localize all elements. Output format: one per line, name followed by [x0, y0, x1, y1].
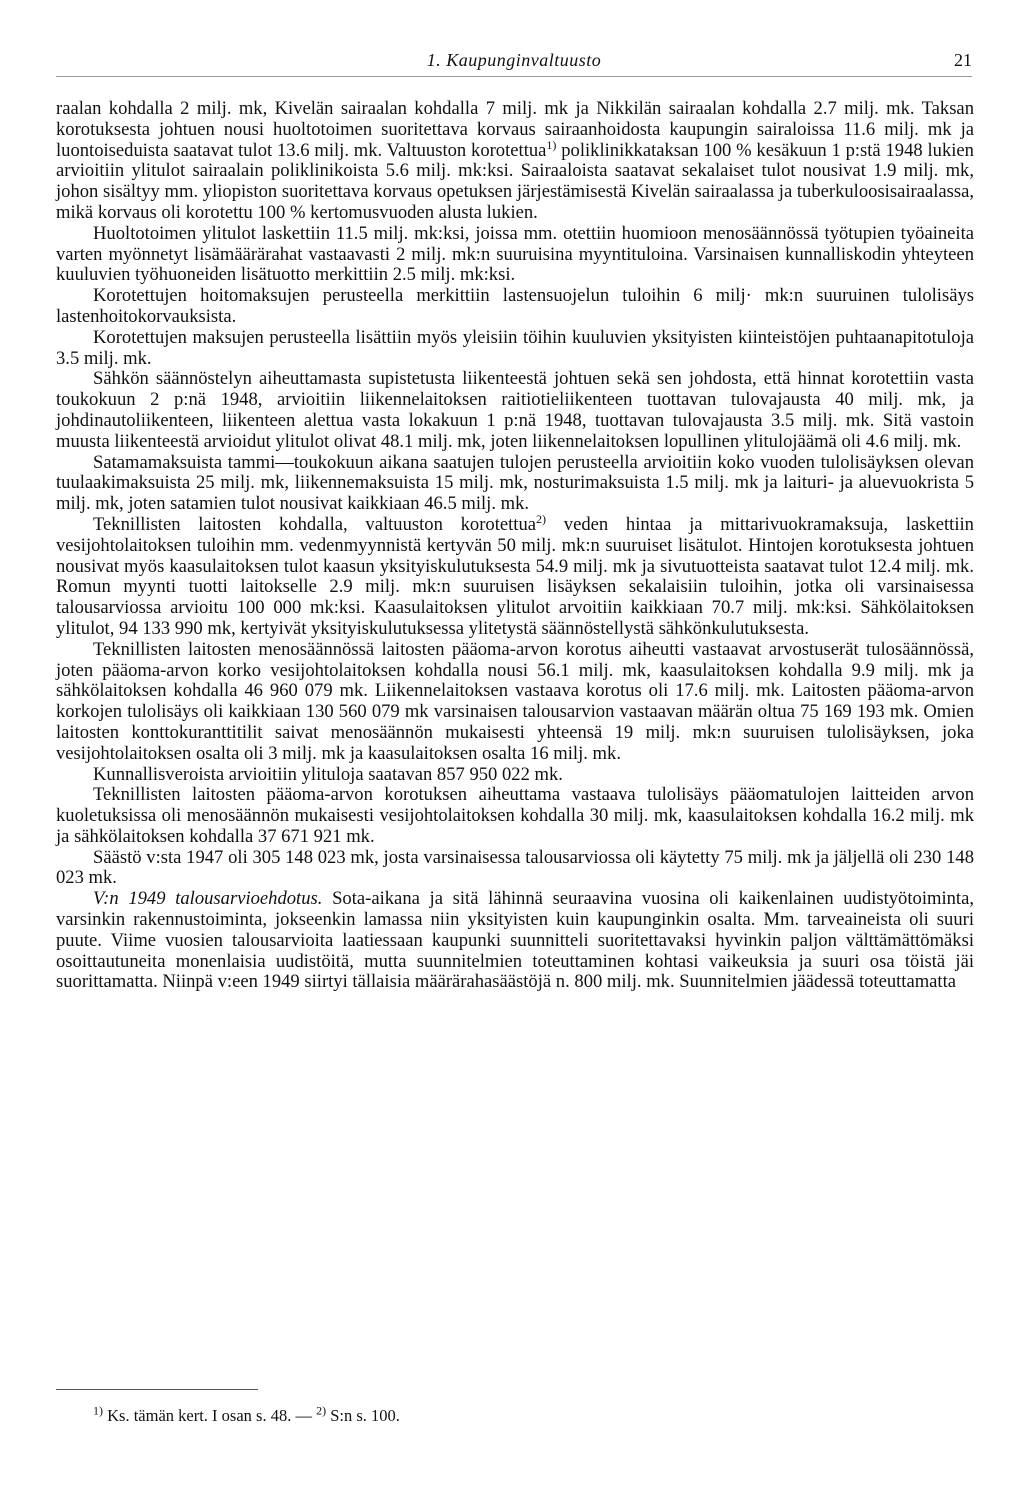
running-title: 1. Kaupunginvaltuusto [426, 50, 602, 70]
running-header [56, 46, 972, 77]
paragraph-budget-proposal: V:n 1949 talousarvioehdotus. Sota-aikana ja sitä lähinnä seuraavina vuosina oli kaikenlainen uudistyötoiminta, varsinkin rakennustoiminta, jokseenkin lamassa niin yksityisten kuin kaupunginkin osalta. Mm. tarveaineista oli suuri puute. Viime vuosien talousarvioita laatiessaan kaupunki suunnitteli suoritettavaksi hyvinkin paljon välttämättömäksi osoittautuneita monenlaisia uudistöitä, mutta suunnitelmien toteuttaminen kohtasi vaikeuksia ja suuri osa töistä jäi suorittamatta. Niinpä v:een 1949 siirtyi tällaisia määrärahasäästöjä n. 800 milj. mk. Suunnitelmien jäädessä toteuttamatta [56, 888, 974, 993]
paragraph-savings: Säästö v:sta 1947 oli 305 148 023 mk, josta varsinaisessa talousarviossa oli käytetty 75 milj. mk ja jäljellä oli 230 148 023 mk. [56, 846, 974, 889]
paragraph-public-works: Korotettujen maksujen perusteella lisättiin myös yleisiin töihin kuuluvien yksityisten kiinteistöjen puhtaanapitotuloja 3.5 milj. mk. [56, 326, 974, 369]
footnote-ref-2: 2) [536, 511, 547, 526]
paragraph-welfare: Huoltotoimen ylitulot laskettiin 11.5 milj. mk:ksi, joissa mm. otettiin huomioon menosäännössä työtupien työaineita varten myönnetyt lisämäärärahat vastaavasti 2 milj. mk:n suuruisina myyntituloina. Varsinaisen kunnalliskodin yhteyteen kuuluvien työhuoneiden lisätuotto merkittiin 2.5 milj. mk:ksi. [56, 222, 974, 286]
paragraph-transport: Sähkön säännöstelyn aiheuttamasta supistetusta liikenteestä johtuen sekä sen johdosta, että hinnat korotettiin vasta toukokuun 2 p:nä 1948, arvioitiin liikennelaitoksen raitiotieliikenteen tuottavan tulovajausta 40 milj. mk, ja johdinautoliikenteen, liikenteen alettua vasta lokakuun 1 p:nä 1948, tuottavan tulovajausta 3.5 milj. mk. Sitä vastoin muusta liikenteestä arvioidut ylitulot olivat 48.1 milj. mk, joten liikennelaitoksen lopullinen ylitulojäämä oli 4.6 milj. mk. [56, 368, 974, 452]
footnote-mark-1: 1) [93, 1403, 103, 1418]
paragraph-depreciation: Teknillisten laitosten pääoma-arvon korotuksen aiheuttama vastaava tulolisäys pääomatulojen laitteiden arvon kuoletuksissa oli menosäännön mukaisesti vesijohtolaitoksen kohdalla 30 milj. mk, kaasulaitoksen kohdalla 16.2 milj. mk ja sähkölaitoksen kohdalla 37 671 921 mk. [56, 784, 974, 847]
paragraph-capital-value: Teknillisten laitosten menosäännössä laitosten pääoma-arvon korotus aiheutti vastaavat arvostuserät tulosäännössä, joten pääoma-arvon korko vesijohtolaitoksen kohdalla nousi 56.1 milj. mk, kaasulaitoksen kohdalla 9.9 milj. mk ja sähkölaitoksen kohdalla 46 960 079 mk. Liikennelaitoksen vastaava korotus oli 17.6 milj. mk. Laitosten pääoma-arvon korkojen tulolisäys oli kaikkiaan 130 560 079 mk varsinaisen talousarvion vastaavan määrän oltua 75 169 193 mk. Omien laitosten konttokuranttitilit saivat menosäännön mukaisesti yhteensä 19 milj. mk:n suuruisen tulolisäyksen, joka vesijohtolaitoksen osalta oli 3 milj. mk ja kaasulaitoksen osalta 16 milj. mk. [56, 638, 974, 764]
paragraph-municipal-tax: Kunnallisveroista arvioitiin ylituloja saatavan 857 950 022 mk. [93, 763, 563, 785]
paragraph-hospitals: raalan kohdalla 2 milj. mk, Kivelän sairaalan kohdalla 7 milj. mk ja Nikkilän sairaalan kohdalla 2.7 milj. mk. Taksan korotuksesta johtuen nousi huoltotoimen suoritettava korvaus sairaanhoidosta kaupungin sairaloissa 11.6 milj. mk ja luontoiseduista saatavat tulot 13.6 milj. mk. Valtuuston korotettua$^{1)}$ poliklinikkataksan 100 % kesäkuun 1 p:stä 1948 lukien arvioitiin ylitulot sairaalain poliklinikoista 5.6 milj. mk:ksi. Sairaaloista saatavat sekalaiset tulot nousivat 1.9 milj. mk, johon sisältyy mm. yliopiston suoritettava korvaus opetuksen järjestämisestä Kivelän sairaalassa ja tuberkuloosisairaalassa, mikä korvaus oli korotettu 100 % kertomusvuoden alusta lukien. [56, 98, 974, 223]
footnote-ref-1: 1) [546, 137, 557, 152]
footnotes: $^{1)}$ Ks. tämän kert. I osan s. 48. — $^{2)}$ S:n s. 100. [93, 1403, 400, 1425]
body-text [56, 99, 974, 993]
section-heading: V:n 1949 talousarvioehdotus. [93, 888, 323, 910]
paragraph-harbour: Satamamaksuista tammi—toukokuun aikana saatujen tulojen perusteella arvioitiin koko vuoden tulolisäyksen olevan tuulaakimaksuista 25 milj. mk, liikennemaksuista 15 milj. mk, nosturimaksuista 1.5 milj. mk ja laituri- ja aluevuokrista 5 milj. mk, joten satamien tulot nousivat kaikkiaan 46.5 milj. mk. [56, 451, 974, 515]
paragraph-child-welfare: Korotettujen hoitomaksujen perusteella merkittiin lastensuojelun tuloihin 6 milj· mk:n suuruinen tulolisäys lastenhoitokorvauksista. [56, 285, 974, 327]
paragraph-utilities: Teknillisten laitosten kohdalla, valtuuston korotettua$^{2)}$ veden hintaa ja mittarivuokramaksuja, laskettiin vesijohtolaitoksen tuloihin mm. vedenmyynnistä kertyvän 50 milj. mk:n suuruiset lisätulot. Hintojen korotuksesta johtuen nousivat myös kaasulaitoksen tulot kaasun yksityiskulutuksesta 54.9 milj. mk ja sivutuotteista saatavat tulot 12.4 milj. mk. Romun myynti tuotti laitokselle 2.9 milj. mk:n suuruisen lisäyksen sekalaisiin tuloihin, jotka oli varsinaisessa talousarviossa arvioitu 100 000 mk:ksi. Kaasulaitoksen ylitulot arvoitiin kaikkiaan 70.7 milj. mk:ksi. Sähkölaitoksen ylitulot, 94 133 990 mk, kertyivät yksityiskulutuksessa ylitetystä säännöstellystä sähkönkulutuksesta. [56, 511, 974, 639]
footnote-rule [56, 1389, 258, 1390]
footnote-mark-2: 2) [316, 1403, 327, 1418]
page-number: 21 [954, 50, 972, 70]
